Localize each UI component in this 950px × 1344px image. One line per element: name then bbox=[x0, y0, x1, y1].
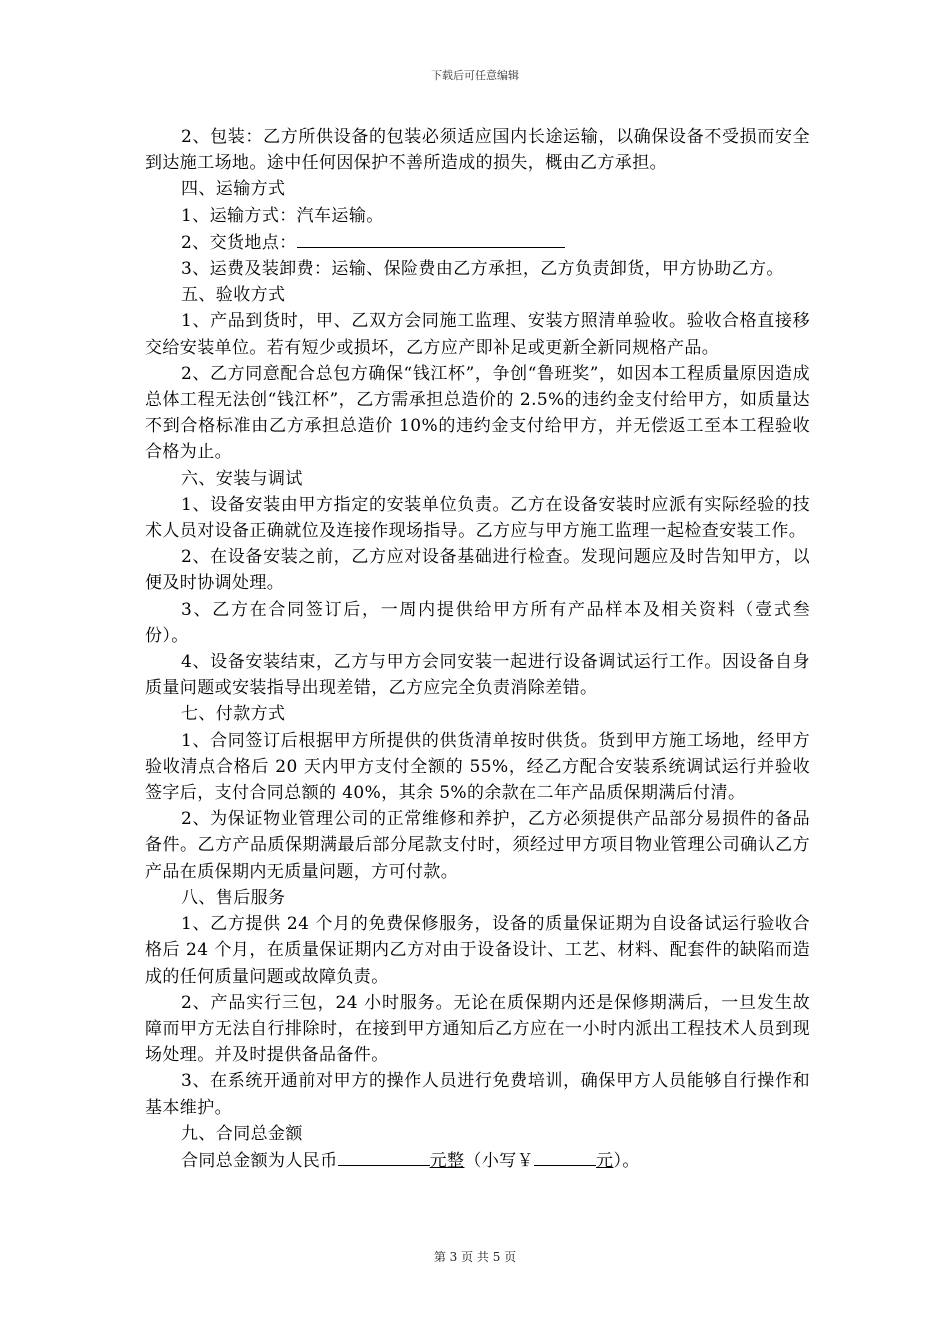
delivery-location-label: 2、交货地点： bbox=[181, 232, 297, 253]
lowercase-amount-blank bbox=[534, 1147, 596, 1166]
paragraph: 1、乙方提供 24 个月的免费保修服务，设备的质量保证期为自设备试运行验收合格后 24 个月，在质量保证期内乙方对由于设备设计、工艺、材料、配套件的缺陷而造成的任何质量问题或故障负责。 bbox=[145, 914, 810, 987]
section-heading: 六、安装与调试 bbox=[181, 468, 303, 489]
paragraph: 1、运输方式：汽车运输。 bbox=[181, 205, 384, 226]
total-amount-blank bbox=[338, 1147, 430, 1166]
paragraph: 2、产品实行三包，24 小时服务。无论在质保期内还是保修期满后，一旦发生故障而甲方无法自行排除时，在接到甲方通知后乙方应在一小时内派出工程技术人员到现场处理。并及时提供备品备件。 bbox=[145, 992, 810, 1066]
paragraph: 2、乙方同意配合总包方确保“钱江杯”，争创“鲁班奖”，如因本工程质量原因造成总体工程无法创“钱江杯”，乙方需承担总造价的 2.5%的违约金支付给甲方，如质量达不到合格标准由乙方承担总造价 10%的违约金支付给甲方，并无偿返工至本工程验收合格为止。 bbox=[145, 363, 810, 463]
page-header: 下载后可任意编辑 bbox=[431, 69, 519, 82]
paragraph: 2、在设备安装之前，乙方应对设备基础进行检查。发现问题应及时告知甲方，以便及时协调处理。 bbox=[145, 547, 810, 594]
paragraph bbox=[145, 229, 810, 256]
paragraph: 2、为保证物业管理公司的正常维修和养护，乙方必须提供产品部分易损件的备品备件。乙方产品质保期满最后部分尾款支付时，须经过甲方项目物业管理公司确认乙方产品在质保期内无质量问题，方可付款。 bbox=[145, 809, 810, 882]
yuan-text: 元 bbox=[596, 1150, 614, 1171]
delivery-location-blank bbox=[297, 229, 565, 248]
paragraph-total-amount bbox=[145, 1147, 810, 1174]
paragraph: 3、在系统开通前对甲方的操作人员进行免费培训，确保甲方人员能够自行操作和基本维护。 bbox=[145, 1071, 810, 1118]
paragraph: 3、运费及装卸费：运输、保险费由乙方承担，乙方负责卸货，甲方协助乙方。 bbox=[181, 259, 784, 280]
section-heading: 九、合同总金额 bbox=[181, 1123, 303, 1144]
paragraph: 2、包装：乙方所供设备的包装必须适应国内长途运输，以确保设备不受损而安全到达施工场地。途中任何因保护不善所造成的损失，概由乙方承担。 bbox=[145, 127, 810, 174]
total-amount-label: 合同总金额为人民币 bbox=[181, 1150, 338, 1171]
paragraph: 1、设备安装由甲方指定的安装单位负责。乙方在设备安装时应派有实际经验的技术人员对设备正确就位及连接作现场指导。乙方应与甲方施工监理一起检查安装工作。 bbox=[145, 494, 810, 542]
document-body bbox=[145, 124, 810, 1174]
section-heading: 四、运输方式 bbox=[181, 179, 286, 200]
paragraph: 4、设备安装结束，乙方与甲方会同安装一起进行设备调试运行工作。因设备自身质量问题或安装指导出现差错，乙方应完全负责消除差错。 bbox=[145, 652, 810, 699]
paragraph: 1、产品到货时，甲、乙双方会同施工监理、安装方照清单验收。验收合格直接移交给安装单位。若有短少或损坏，乙方应产即补足或更新全新同规格产品。 bbox=[145, 311, 810, 358]
page-footer: 第 3 页 共 5 页 bbox=[433, 1250, 517, 1264]
section-heading: 五、验收方式 bbox=[181, 285, 286, 306]
paragraph: 3、乙方在合同签订后，一周内提供给甲方所有产品样本及相关资料（壹式叁份）。 bbox=[145, 599, 810, 646]
lowercase-label: （小写￥ bbox=[464, 1150, 535, 1171]
yuan-zheng-text: 元整 bbox=[429, 1150, 465, 1171]
section-heading: 八、售后服务 bbox=[181, 887, 286, 908]
section-heading: 七、付款方式 bbox=[181, 704, 286, 725]
closing-punct: ）。 bbox=[613, 1150, 640, 1171]
paragraph: 1、合同签订后根据甲方所提供的供货清单按时供货。货到甲方施工场地，经甲方验收清点合格后 20 天内甲方支付全额的 55%，经乙方配合安装系统调试运行并验收签字后，支付合同总额的 40%，其余 5%的余款在二年产品质保期满后付清。 bbox=[145, 730, 810, 804]
